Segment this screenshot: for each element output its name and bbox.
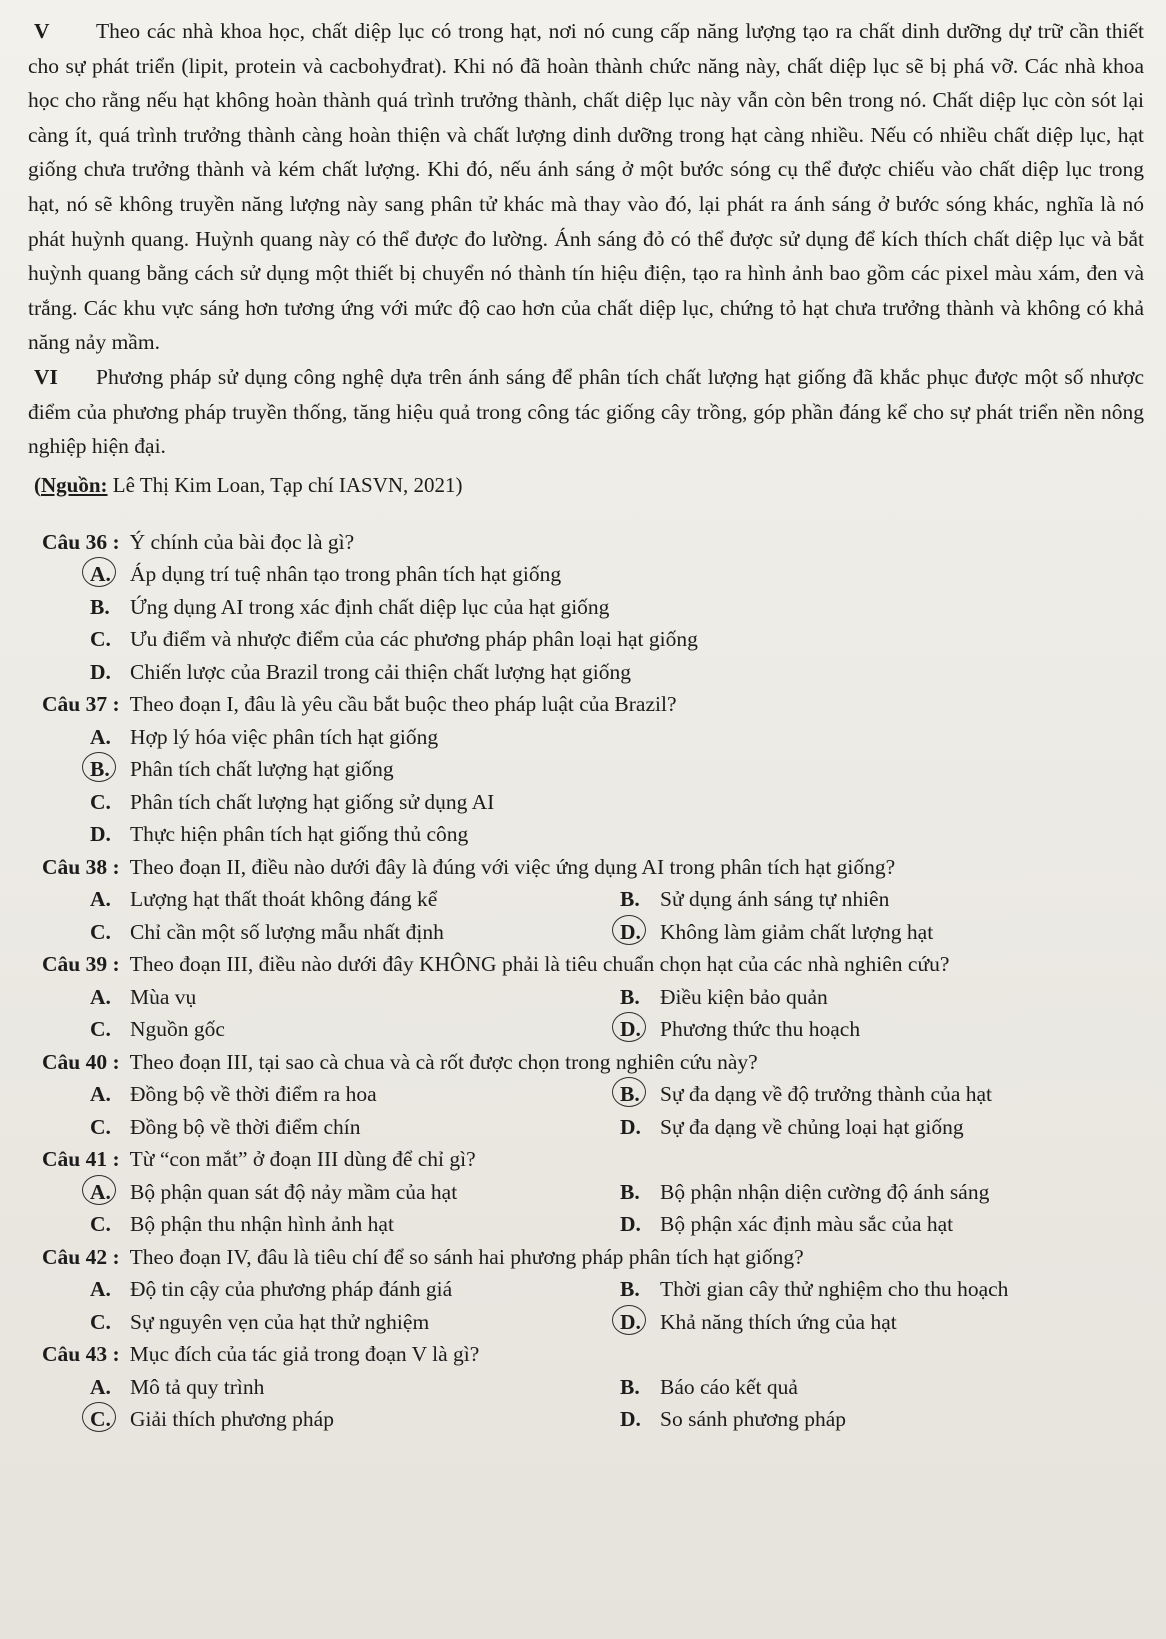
answer-option[interactable]: [90, 623, 1144, 656]
answer-option[interactable]: [90, 1371, 620, 1404]
source-label: Nguồn:: [41, 472, 108, 497]
question-stem: [28, 1143, 1144, 1176]
answer-option[interactable]: [620, 981, 1144, 1014]
answer-option[interactable]: [90, 1176, 620, 1209]
answer-circle-mark: [82, 557, 116, 587]
question-stem: [28, 1046, 1144, 1079]
question-block: [28, 948, 1144, 1046]
answer-option[interactable]: [90, 916, 620, 949]
option-letter: C.: [90, 789, 111, 814]
option-text: Chiến lược của Brazil trong cải thiện chất lượng hạt giống: [130, 659, 631, 684]
answer-option[interactable]: [620, 1403, 1144, 1436]
option-letter: B.: [90, 594, 110, 619]
option-text: Ưu điểm và nhược điểm của các phương pháp phân loại hạt giống: [130, 627, 698, 652]
question-text: Theo đoạn IV, đâu là tiêu chí để so sánh hai phương pháp phân tích hạt giống?: [129, 1244, 804, 1269]
answer-circle-mark: [612, 915, 646, 945]
option-text: Mùa vụ: [130, 984, 197, 1009]
paragraph-number: V: [34, 19, 50, 43]
answer-option[interactable]: [90, 656, 1144, 689]
option-text: Thời gian cây thử nghiệm cho thu hoạch: [660, 1277, 1009, 1302]
question-block: [28, 1338, 1144, 1436]
option-letter: A.: [90, 887, 111, 912]
option-text: Hợp lý hóa việc phân tích hạt giống: [130, 724, 439, 749]
answer-option[interactable]: [90, 883, 620, 916]
answer-options: [28, 883, 1144, 948]
option-letter: A.: [90, 1277, 111, 1302]
question-stem: [28, 1338, 1144, 1371]
option-text: Bộ phận nhận diện cường độ ánh sáng: [660, 1179, 990, 1204]
option-letter: D.: [620, 1407, 641, 1432]
question-number: Câu 40 :: [42, 1049, 120, 1074]
option-letter: C.: [90, 1309, 111, 1334]
option-letter: A.: [90, 984, 111, 1009]
answer-circle-mark: [82, 1175, 116, 1205]
option-text: Nguồn gốc: [130, 1017, 225, 1042]
answer-circle-mark: [612, 1077, 646, 1107]
option-letter: C.: [90, 1114, 111, 1139]
question-text: Theo đoạn II, điều nào dưới đây là đúng với việc ứng dụng AI trong phân tích hạt giống?: [129, 854, 896, 879]
answer-option[interactable]: [620, 1208, 1144, 1241]
answer-option[interactable]: [90, 818, 1144, 851]
answer-option[interactable]: [90, 1111, 620, 1144]
question-number: Câu 42 :: [42, 1244, 120, 1269]
question-list: [28, 526, 1144, 1436]
option-text: Báo cáo kết quả: [660, 1374, 798, 1399]
answer-option[interactable]: [620, 1111, 1144, 1144]
option-letter: D.: [90, 822, 111, 847]
answer-options: [28, 721, 1144, 851]
question-stem: [28, 948, 1144, 981]
answer-option[interactable]: [620, 1013, 1144, 1046]
option-letter: A.: [90, 1176, 130, 1209]
question-text: Từ “con mắt” ở đoạn III dùng để chỉ gì?: [129, 1147, 476, 1172]
option-text: Đồng bộ về thời điểm chín: [130, 1114, 361, 1139]
answer-option[interactable]: [90, 786, 1144, 819]
answer-option[interactable]: [90, 1403, 620, 1436]
option-letter: C.: [90, 627, 111, 652]
option-letter: D.: [620, 916, 660, 949]
option-text: Khả năng thích ứng của hạt: [660, 1309, 897, 1334]
option-letter: D.: [620, 1212, 641, 1237]
question-text: Theo đoạn I, đâu là yêu cầu bắt buộc theo pháp luật của Brazil?: [129, 692, 677, 717]
answer-option[interactable]: [90, 721, 1144, 754]
option-text: Sử dụng ánh sáng tự nhiên: [660, 887, 890, 912]
source-text: Lê Thị Kim Loan, Tạp chí IASVN, 2021): [107, 472, 463, 497]
option-text: Bộ phận xác định màu sắc của hạt: [660, 1212, 954, 1237]
answer-option[interactable]: [90, 1306, 620, 1339]
answer-circle-mark: [612, 1305, 646, 1335]
option-text: Độ tin cậy của phương pháp đánh giá: [130, 1277, 453, 1302]
answer-options: [28, 1078, 1144, 1143]
question-number: Câu 41 :: [42, 1147, 120, 1172]
option-letter: B.: [620, 887, 640, 912]
option-text: Chỉ cần một số lượng mẫu nhất định: [130, 919, 444, 944]
answer-option[interactable]: [90, 1273, 620, 1306]
answer-option[interactable]: [90, 1208, 620, 1241]
option-letter: A.: [90, 1374, 111, 1399]
question-block: [28, 1241, 1144, 1339]
option-letter: B.: [620, 1179, 640, 1204]
option-text: Lượng hạt thất thoát không đáng kể: [130, 887, 438, 912]
option-text: Bộ phận quan sát độ nảy mầm của hạt: [130, 1179, 458, 1204]
question-block: [28, 1143, 1144, 1241]
question-stem: [28, 526, 1144, 559]
option-text: Phân tích chất lượng hạt giống: [130, 757, 394, 782]
option-text: So sánh phương pháp: [660, 1407, 847, 1432]
answer-option[interactable]: [90, 753, 1144, 786]
question-stem: [28, 688, 1144, 721]
question-number: Câu 36 :: [42, 529, 120, 554]
answer-option[interactable]: [620, 1371, 1144, 1404]
question-block: [28, 1046, 1144, 1144]
answer-circle-mark: [82, 752, 116, 782]
answer-option[interactable]: [620, 916, 1144, 949]
option-letter: D.: [620, 1306, 660, 1339]
answer-option[interactable]: [90, 1078, 620, 1111]
question-number: Câu 37 :: [42, 692, 120, 717]
option-text: Sự đa dạng về chủng loại hạt giống: [660, 1114, 964, 1139]
option-letter: A.: [90, 558, 130, 591]
question-block: [28, 688, 1144, 851]
option-text: Sự nguyên vẹn của hạt thử nghiệm: [130, 1309, 430, 1334]
answer-options: [28, 1371, 1144, 1436]
answer-options: [28, 1176, 1144, 1241]
answer-circle-mark: [612, 1012, 646, 1042]
option-letter: D.: [620, 1114, 641, 1139]
paragraph-number: VI: [34, 364, 58, 389]
option-text: Không làm giảm chất lượng hạt: [660, 919, 934, 944]
option-letter: A.: [90, 724, 111, 749]
option-text: Phân tích chất lượng hạt giống sử dụng AI: [130, 789, 495, 814]
option-letter: B.: [620, 1374, 640, 1399]
answer-option[interactable]: [620, 1273, 1144, 1306]
answer-option[interactable]: [620, 1306, 1144, 1339]
question-text: Ý chính của bài đọc là gì?: [129, 529, 355, 554]
answer-option[interactable]: [90, 591, 1144, 624]
option-text: Phương thức thu hoạch: [660, 1017, 861, 1042]
option-letter: B.: [620, 1078, 660, 1111]
option-text: Thực hiện phân tích hạt giống thủ công: [130, 822, 469, 847]
answer-option[interactable]: [90, 1013, 620, 1046]
passage-paragraph-v: [28, 14, 1144, 360]
option-text: Sự đa dạng về độ trưởng thành của hạt: [660, 1082, 993, 1107]
question-text: Theo đoạn III, điều nào dưới đây KHÔNG phải là tiêu chuẩn chọn hạt của các nhà nghiên cứu?: [129, 952, 950, 977]
answer-circle-mark: [82, 1402, 116, 1432]
option-text: Bộ phận thu nhận hình ảnh hạt: [130, 1212, 394, 1237]
question-block: [28, 851, 1144, 949]
option-letter: B.: [620, 1277, 640, 1302]
passage-paragraph-vi: [28, 360, 1144, 464]
question-number: Câu 39 :: [42, 952, 120, 977]
paragraph-text: Theo các nhà khoa học, chất diệp lục có trong hạt, nơi nó cung cấp năng lượng tạo ra chất dinh dưỡng dự trữ cần thiết cho sự phát triển (lipit, protein và cacbohyđrat). Khi nó đã hoàn thành chức năng này, chất diệp lục sẽ bị phá vỡ. Các nhà khoa học cho rằng nếu hạt không hoàn thành quá trình trưởng thành, chất diệp lục này vẫn còn bên trong nó. Chất diệp lục còn sót lại càng ít, quá trình trưởng thành càng hoàn thiện và chất lượng dinh dưỡng trong hạt càng nhiều. Nếu có nhiều chất diệp lục, hạt giống chưa trưởng thành và kém chất lượng. Khi đó, nếu ánh sáng ở một bước sóng cụ thể được chiếu vào chất diệp lục trong hạt, nó sẽ không truyền năng lượng này sang phân tử khác mà thay vào đó, lại phát ra ánh sáng ở bước sóng khác, nghĩa là nó phát huỳnh quang. Huỳnh quang này có thể được đo lường. Ánh sáng đỏ có thể được sử dụng để kích thích chất diệp lục và bắt huỳnh quang bằng cách sử dụng một thiết bị chuyển nó thành tín hiệu điện, tạo ra hình ảnh bao gồm các pixel màu xám, đen và trắng. Các khu vực sáng hơn tương ứng với mức độ cao hơn của chất diệp lục, chứng tỏ hạt chưa trưởng thành và không có khả năng nảy mầm.: [28, 19, 1144, 355]
option-letter: C.: [90, 1017, 111, 1042]
answer-options: [28, 981, 1144, 1046]
answer-option[interactable]: [620, 883, 1144, 916]
option-text: Điều kiện bảo quản: [660, 984, 828, 1009]
answer-option[interactable]: [90, 981, 620, 1014]
option-text: Giải thích phương pháp: [130, 1407, 334, 1432]
question-number: Câu 38 :: [42, 854, 120, 879]
option-letter: D.: [90, 659, 111, 684]
question-block: [28, 526, 1144, 689]
answer-options: [28, 1273, 1144, 1338]
option-text: Đồng bộ về thời điểm ra hoa: [130, 1082, 377, 1107]
option-letter: B.: [90, 753, 130, 786]
option-text: Áp dụng trí tuệ nhân tạo trong phân tích hạt giống: [130, 562, 562, 587]
option-text: Mô tả quy trình: [130, 1374, 265, 1399]
answer-option[interactable]: [620, 1078, 1144, 1111]
question-number: Câu 43 :: [42, 1342, 120, 1367]
option-text: Ứng dụng AI trong xác định chất diệp lục của hạt giống: [130, 594, 610, 619]
question-stem: [28, 851, 1144, 884]
option-letter: D.: [620, 1013, 660, 1046]
option-letter: A.: [90, 1082, 111, 1107]
question-stem: [28, 1241, 1144, 1274]
option-letter: B.: [620, 984, 640, 1009]
source-citation: (Nguồn: Lê Thị Kim Loan, Tạp chí IASVN, 2021): [34, 472, 463, 497]
answer-options: [28, 558, 1144, 688]
question-text: Theo đoạn III, tại sao cà chua và cà rốt được chọn trong nghiên cứu này?: [129, 1049, 758, 1074]
answer-option[interactable]: [620, 1176, 1144, 1209]
answer-option[interactable]: [90, 558, 1144, 591]
option-letter: C.: [90, 1212, 111, 1237]
option-letter: C.: [90, 1403, 130, 1436]
paragraph-text: Phương pháp sử dụng công nghệ dựa trên ánh sáng để phân tích chất lượng hạt giống đã khắc phục được một số nhược điểm của phương pháp truyền thống, tăng hiệu quả trong công tác giống cây trồng, góp phần đáng kể cho sự phát triển nền nông nghiệp hiện đại.: [28, 364, 1144, 459]
option-letter: C.: [90, 919, 111, 944]
question-text: Mục đích của tác giả trong đoạn V là gì?: [129, 1342, 480, 1367]
